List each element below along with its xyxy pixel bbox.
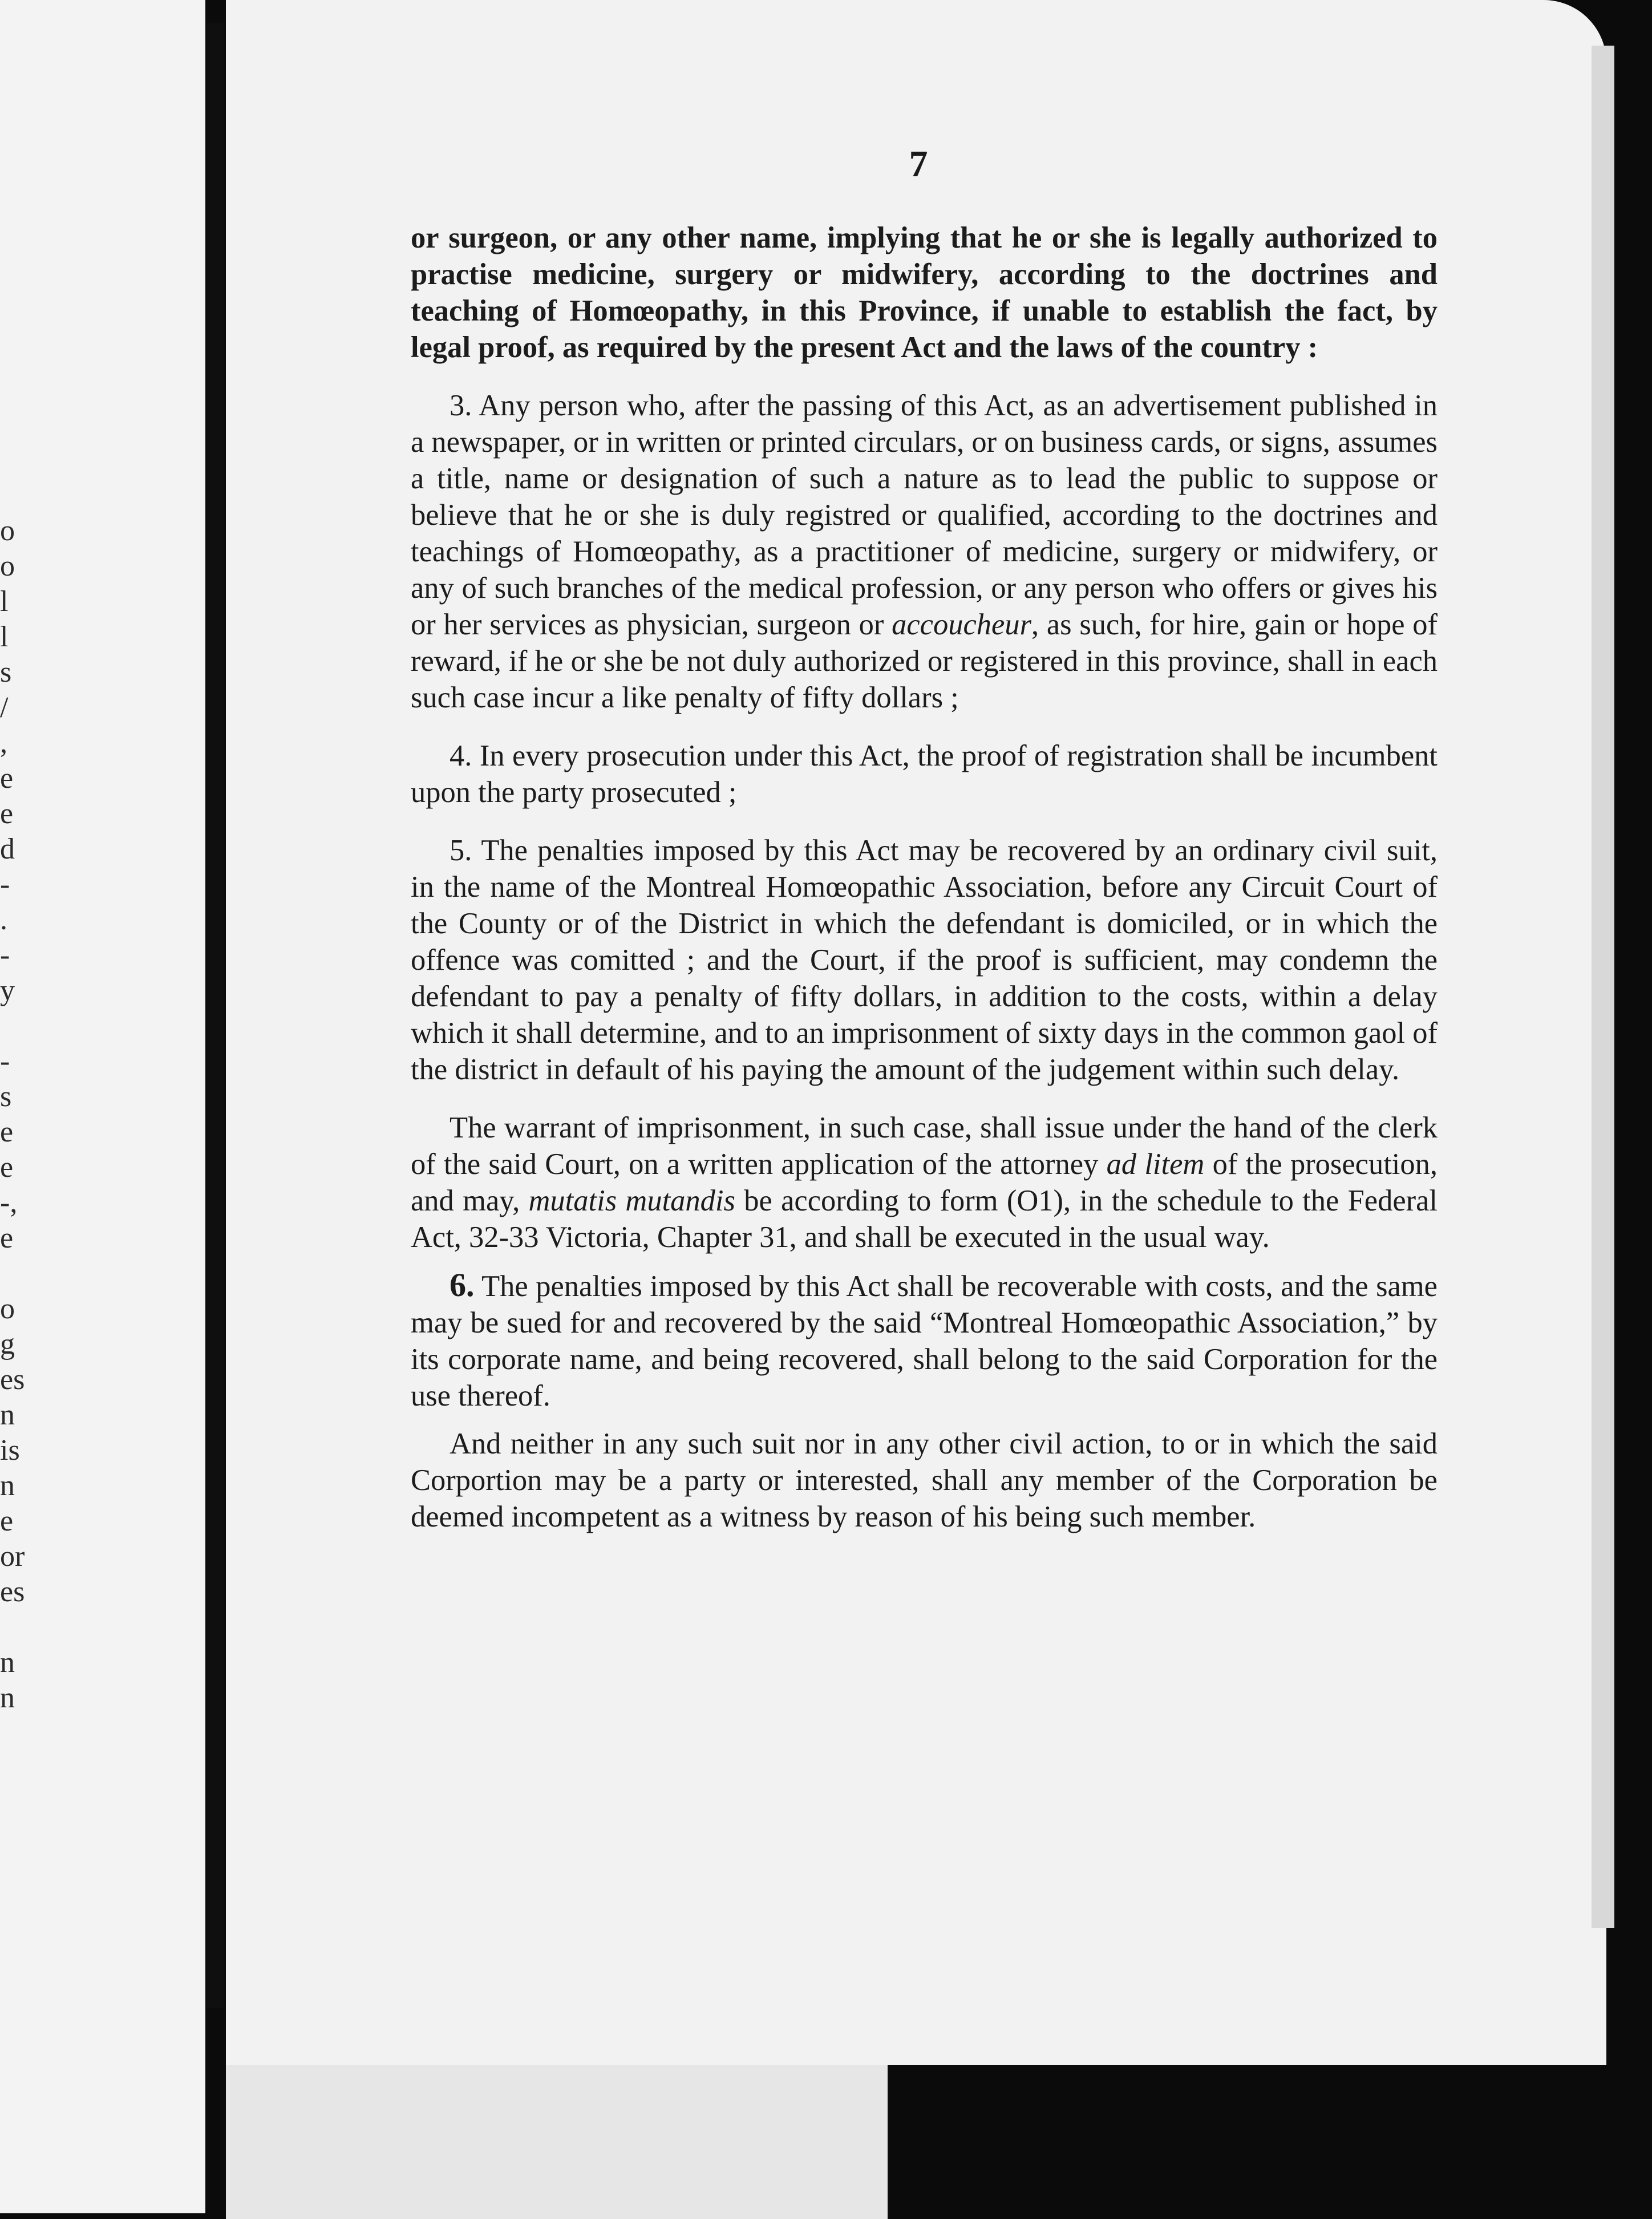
left-page-fragment: n (0, 1399, 15, 1431)
left-page-fragment (0, 1610, 34, 1645)
paragraph-text: 4. In every prosecution under this Act, the proof of registration shall be incumbent upon the party prosecuted ; (411, 739, 1438, 809)
left-page-fragment: or (0, 1540, 25, 1573)
left-page-fragment: / (0, 691, 9, 724)
left-page-fragment: es (0, 1576, 25, 1608)
left-page-fragment: l (0, 621, 9, 653)
left-page-fragment: e (0, 762, 14, 795)
section-number: 6. (450, 1266, 475, 1303)
left-page-fragment: e (0, 1116, 14, 1148)
left-page-fragment: . (0, 904, 7, 936)
italic-term: mutatis mutandis (528, 1184, 735, 1217)
left-page-fragment: d (0, 833, 15, 865)
left-neighbour-page (0, 0, 205, 2213)
left-page-fragment: o (0, 515, 15, 547)
left-page-fragment: s (0, 1080, 12, 1113)
left-page-fragment: - (0, 939, 10, 971)
italic-term: accoucheur (892, 608, 1031, 641)
paragraph-text: And neither in any such suit nor in any other civil action, to or in which the said Corportion may be a party or interested, shall any member of the Corporation be deemed incompetent as a witness by reason of his being such member. (411, 1427, 1438, 1533)
paragraph-section-3 (411, 387, 1438, 716)
left-page-fragment: y (0, 974, 15, 1007)
paragraph-text: of the prosecution, and may, (411, 1148, 1438, 1217)
left-page-fragment: s (0, 656, 12, 689)
paragraph-witness (411, 1426, 1438, 1535)
left-page-fragment: - (0, 868, 10, 901)
paragraph-text: be according to form (O1), in the schedule to the Federal Act, 32-33 Victoria, Chapter 31, and shall be executed in the usual way. (411, 1184, 1438, 1254)
left-page-fragment: e (0, 1505, 14, 1537)
paragraph-text: The penalties imposed by this Act shall be recoverable with costs, and the same may be sued for and recovered by the said “Montreal Homœopathic Association,” by its corporate name, and being recovered, shall belong to the said Corporation for the use thereof. (411, 1270, 1438, 1412)
left-page-fragment (0, 1009, 34, 1044)
left-page-fragment (0, 1256, 34, 1291)
paragraph-section-4 (411, 738, 1438, 811)
italic-term: ad litem (1106, 1148, 1205, 1181)
paragraph-section-6 (411, 1267, 1438, 1414)
left-page-fragment: n (0, 1469, 15, 1502)
left-page-fragment: e (0, 1151, 14, 1184)
paragraph-text: The warrant of imprisonment, in such case, shall issue under the hand of the clerk of the said Court, on a written application of the attorney (411, 1111, 1438, 1181)
book-gutter (206, 23, 224, 2008)
left-page-fragment: g (0, 1328, 15, 1360)
left-page-fragment: o (0, 1293, 15, 1325)
left-page-fragment: -, (0, 1187, 18, 1219)
left-page-fragment: n (0, 1682, 15, 1714)
page-bottom-edge (226, 2065, 888, 2219)
left-page-fragment: e (0, 797, 14, 830)
paragraph-text: , as such, for hire, gain or hope of reward, if he or she be not duly authorized or registered in this province, shall in each such case incur a like penalty of fifty dollars ; (411, 608, 1438, 714)
paragraph-text: 3. Any person who, after the passing of this Act, as an advertisement published in a newspaper, or in written or printed circulars, or on business cards, or signs, assumes a title, name or designation of such a nature as to lead the public to suppose or believe that he or she is duly registred or qualified, according to the doctrines and teachings of Homœopathy, as a practitioner of medicine, surgery or midwifery, or any of such branches of the medical profession, or any person who offers or gives his or her services as physician, surgeon or (411, 389, 1438, 641)
left-page-fragment: o (0, 550, 15, 582)
paragraph-section-5 (411, 832, 1438, 1088)
page-edges (1592, 46, 1614, 1928)
left-page-fragment: es (0, 1363, 25, 1396)
left-page-text-fragments (0, 513, 34, 1716)
page-body (411, 220, 1438, 1557)
left-page-fragment: is (0, 1434, 20, 1467)
paragraph-warrant (411, 1110, 1438, 1256)
left-page-fragment: , (0, 727, 7, 759)
paragraph-continuation (411, 220, 1438, 366)
left-page-fragment: n (0, 1646, 15, 1679)
left-page-fragment: l (0, 585, 9, 618)
page-number: 7 (909, 143, 928, 185)
paragraph-text: or surgeon, or any other name, implying that he or she is legally authorized to practise medicine, surgery or midwifery, according to the doctrines and teaching of Homœopathy, in this Province, if unable to establish the fact, by legal proof, as required by the present Act and the laws of the country : (411, 221, 1438, 364)
left-page-fragment: - (0, 1045, 10, 1078)
paragraph-text: 5. The penalties imposed by this Act may be recovered by an ordinary civil suit, in the name of the Montreal Homœopathic Association, before any Circuit Court of the County or of the District in which the defendant is domiciled, or in which the offence was comitted ; and the Court, if the proof is sufficient, may condemn the defendant to pay a penalty of fifty dollars, in addition to the costs, within a delay which it shall determine, and to an imprisonment of sixty days in the common gaol of the district in default of his paying the amount of the judgement within such delay. (411, 834, 1438, 1086)
left-page-fragment: e (0, 1222, 14, 1254)
